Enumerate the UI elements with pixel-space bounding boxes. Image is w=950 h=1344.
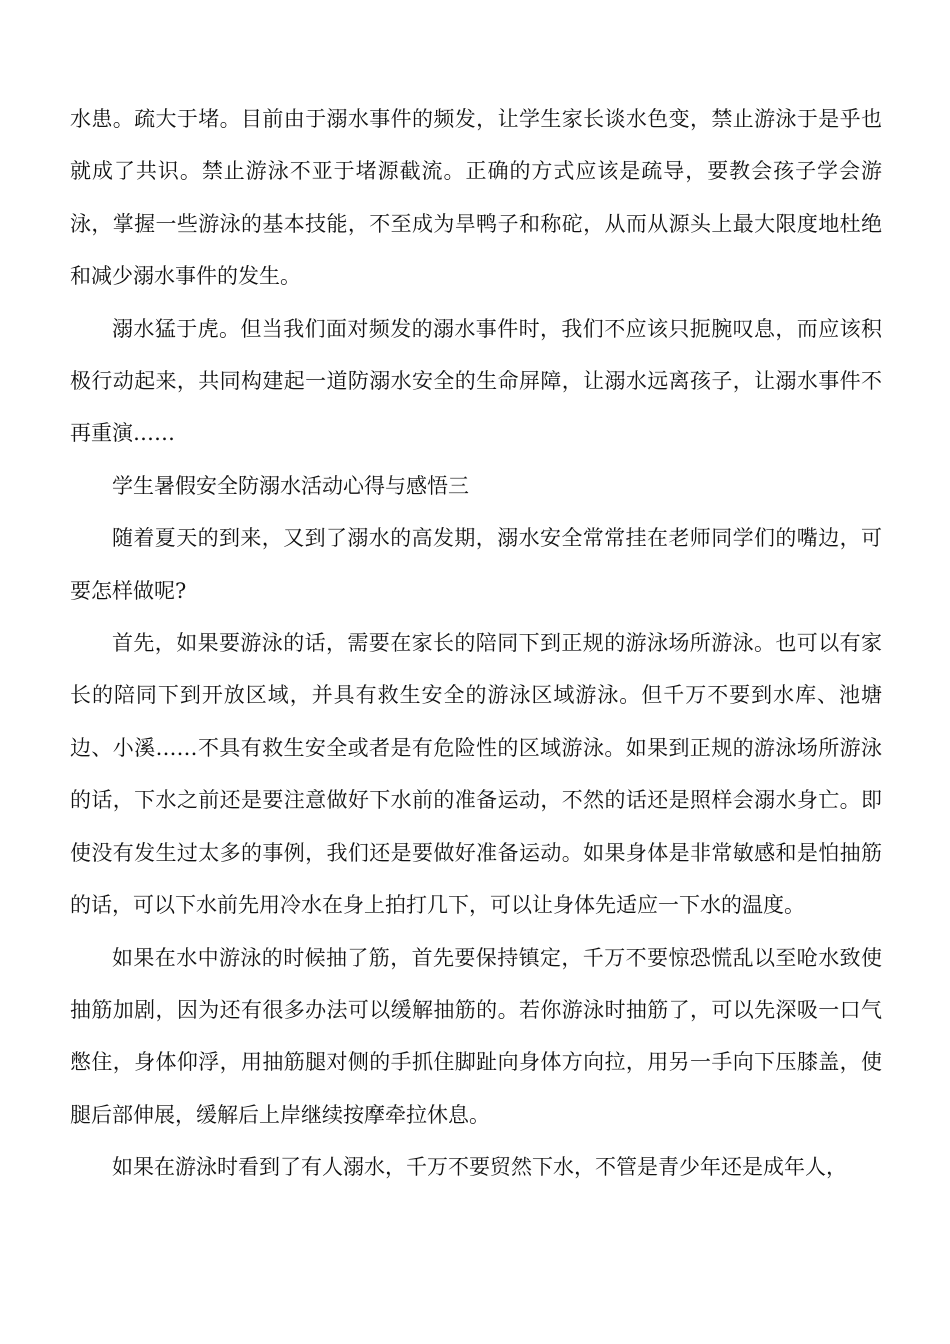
paragraph-drowning-tiger: 溺水猛于虎。但当我们面对频发的溺水事件时，我们不应该只扼腕叹息，而应该积极行动起来，共同构建起一道防溺水安全的生命屏障，让溺水远离孩子，让溺水事件不再重演……: [70, 316, 882, 446]
section-heading: 学生暑假安全防溺水活动心得与感悟三: [112, 473, 469, 498]
paragraph-flood-prevention: 水患。疏大于堵。目前由于溺水事件的频发，让学生家长谈水色变，禁止游泳于是乎也就成了共识。禁止游泳不亚于堵源截流。正确的方式应该是疏导，要教会孩子学会游泳，掌握一些游泳的基本技能，不至成为旱鸭子和称砣，从而从源头上最大限度地杜绝和减少溺水事件的发生。: [70, 107, 882, 289]
paragraph-cramp-advice: 如果在水中游泳的时候抽了筋，首先要保持镇定，千万不要惊恐慌乱以至呛水致使抽筋加剧，因为还有很多办法可以缓解抽筋的。若你游泳时抽筋了，可以先深吸一口气憋住，身体仰浮，用抽筋腿对侧的手抓住脚趾向身体方向拉，用另一手向下压膝盖，使腿后部伸展，缓解后上岸继续按摩牵拉休息。: [70, 945, 882, 1127]
document-page: [70, 93, 882, 1194]
paragraph-rescue-advice: 如果在游泳时看到了有人溺水，千万不要贸然下水，不管是青少年还是成年人，: [112, 1155, 847, 1180]
paragraph-swimming-safety: 首先，如果要游泳的话，需要在家长的陪同下到正规的游泳场所游泳。也可以有家长的陪同下到开放区域，并具有救生安全的游泳区域游泳。但千万不要到水库、池塘边、小溪……不具有救生安全或者是有危险性的区域游泳。如果到正规的游泳场所游泳的话，下水之前还是要注意做好下水前的准备运动，不然的话还是照样会溺水身亡。即使没有发生过太多的事例，我们还是要做好准备运动。如果身体是非常敏感和是怕抽筋的话，可以下水前先用冷水在身上拍打几下，可以让身体先适应一下水的温度。: [70, 631, 882, 918]
paragraph-summer-intro: 随着夏天的到来，又到了溺水的高发期，溺水安全常常挂在老师同学们的嘴边，可要怎样做呢?: [70, 526, 882, 603]
